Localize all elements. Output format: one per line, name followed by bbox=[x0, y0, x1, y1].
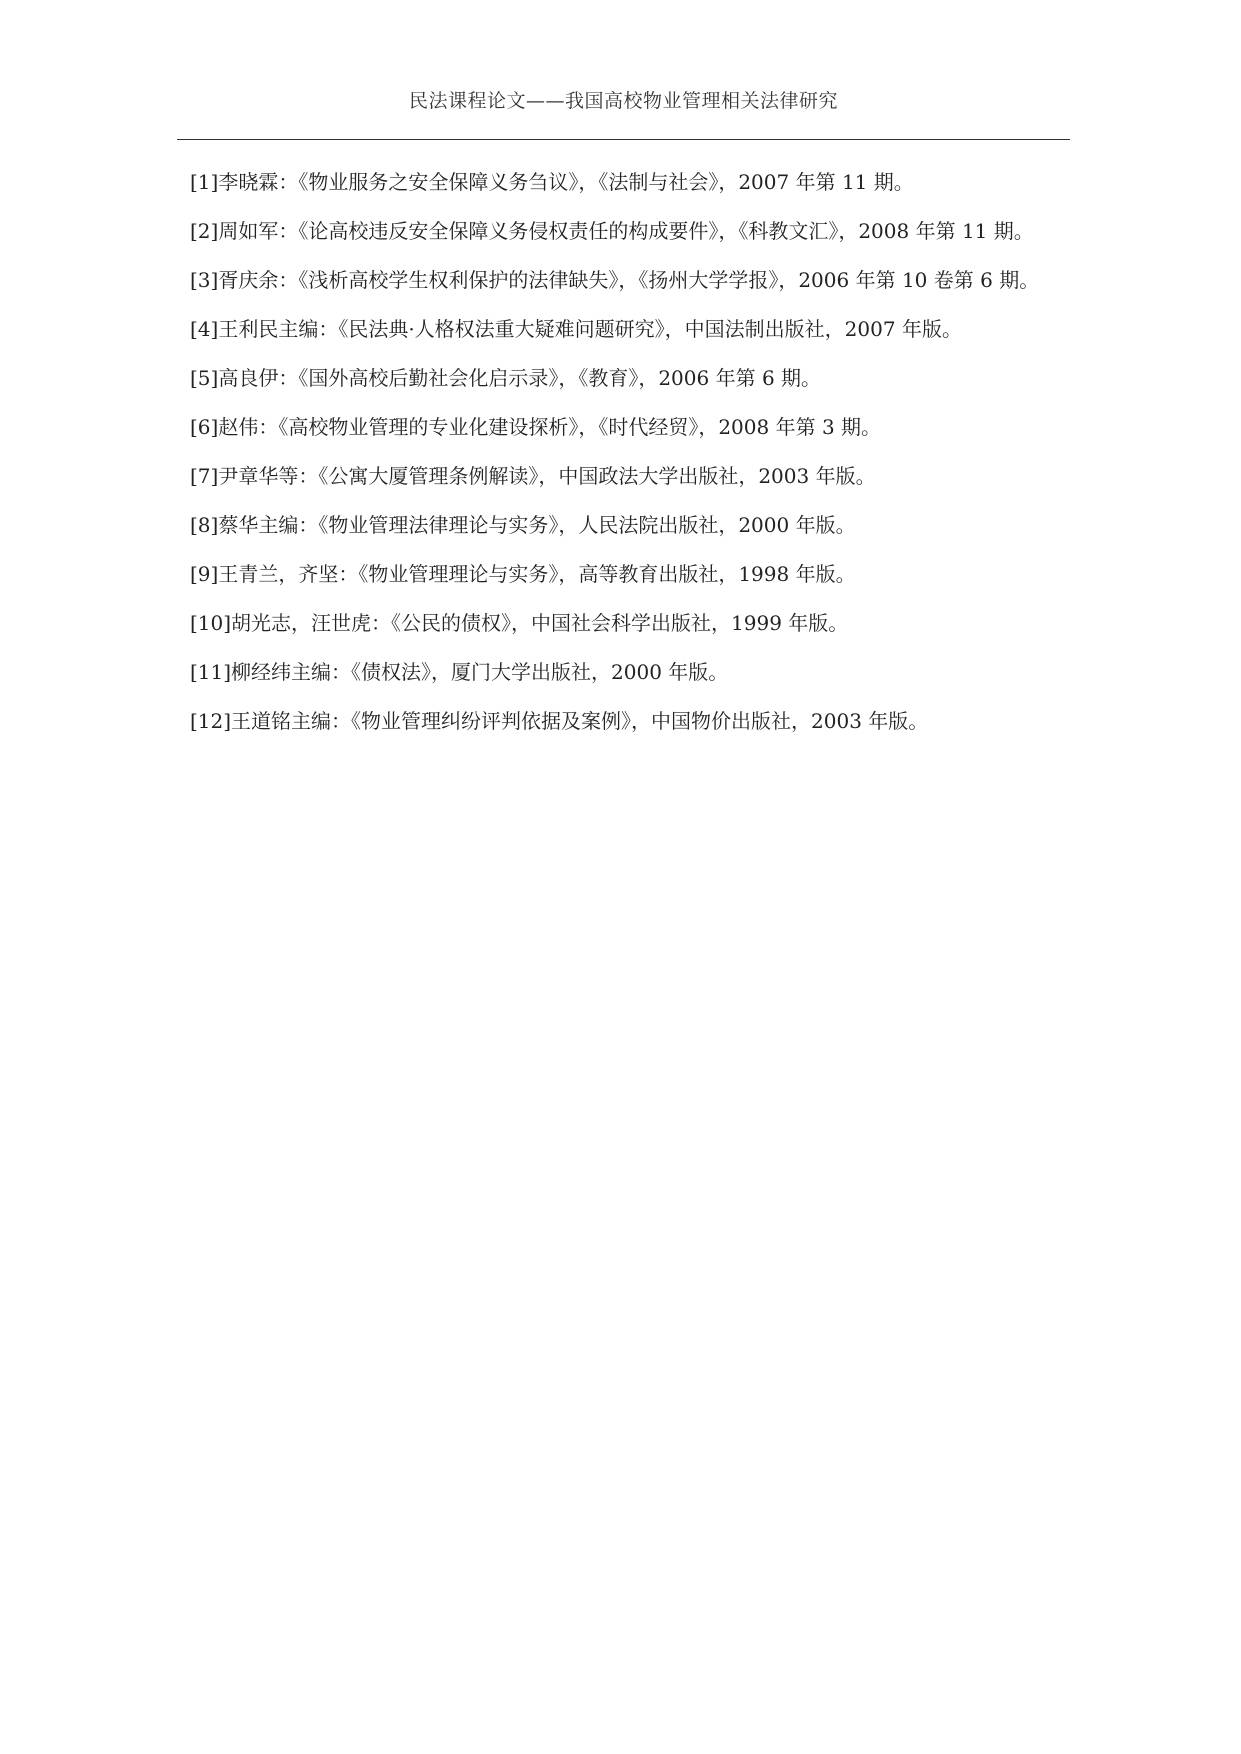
reference-item: [11]柳经纬主编：《债权法》，厦门大学出版社，2000 年版。 bbox=[190, 660, 729, 684]
reference-item: [5]高良伊：《国外高校后勤社会化启示录》，《教育》，2006 年第 6 期。 bbox=[190, 366, 822, 390]
reference-item: [6]赵伟：《高校物业管理的专业化建设探析》，《时代经贸》，2008 年第 3 期。 bbox=[190, 415, 882, 439]
reference-item: [7]尹章华等：《公寓大厦管理条例解读》，中国政法大学出版社，2003 年版。 bbox=[190, 464, 876, 488]
reference-item: [4]王利民主编：《民法典·人格权法重大疑难问题研究》，中国法制出版社，2007 年版。 bbox=[190, 317, 962, 341]
reference-item: [3]胥庆余：《浅析高校学生权利保护的法律缺失》，《扬州大学学报》，2006 年第 10 卷第 6 期。 bbox=[190, 268, 1040, 292]
reference-item: [2]周如军：《论高校违反安全保障义务侵权责任的构成要件》，《科教文汇》，2008 年第 11 期。 bbox=[190, 219, 1034, 243]
reference-item: [10]胡光志，汪世虎：《公民的债权》，中国社会科学出版社，1999 年版。 bbox=[190, 611, 849, 635]
reference-list bbox=[190, 158, 1070, 746]
page-header-title: 民法课程论文——我国高校物业管理相关法律研究 bbox=[408, 90, 838, 112]
header-divider bbox=[177, 139, 1070, 140]
reference-item: [1]李晓霖：《物业服务之安全保障义务刍议》，《法制与社会》，2007 年第 11 期。 bbox=[190, 170, 914, 194]
reference-item: [12]王道铭主编：《物业管理纠纷评判依据及案例》，中国物价出版社，2003 年版。 bbox=[190, 709, 929, 733]
reference-item: [8]蔡华主编：《物业管理法律理论与实务》，人民法院出版社，2000 年版。 bbox=[190, 513, 856, 537]
reference-item: [9]王青兰，齐坚：《物业管理理论与实务》，高等教育出版社，1998 年版。 bbox=[190, 562, 856, 586]
